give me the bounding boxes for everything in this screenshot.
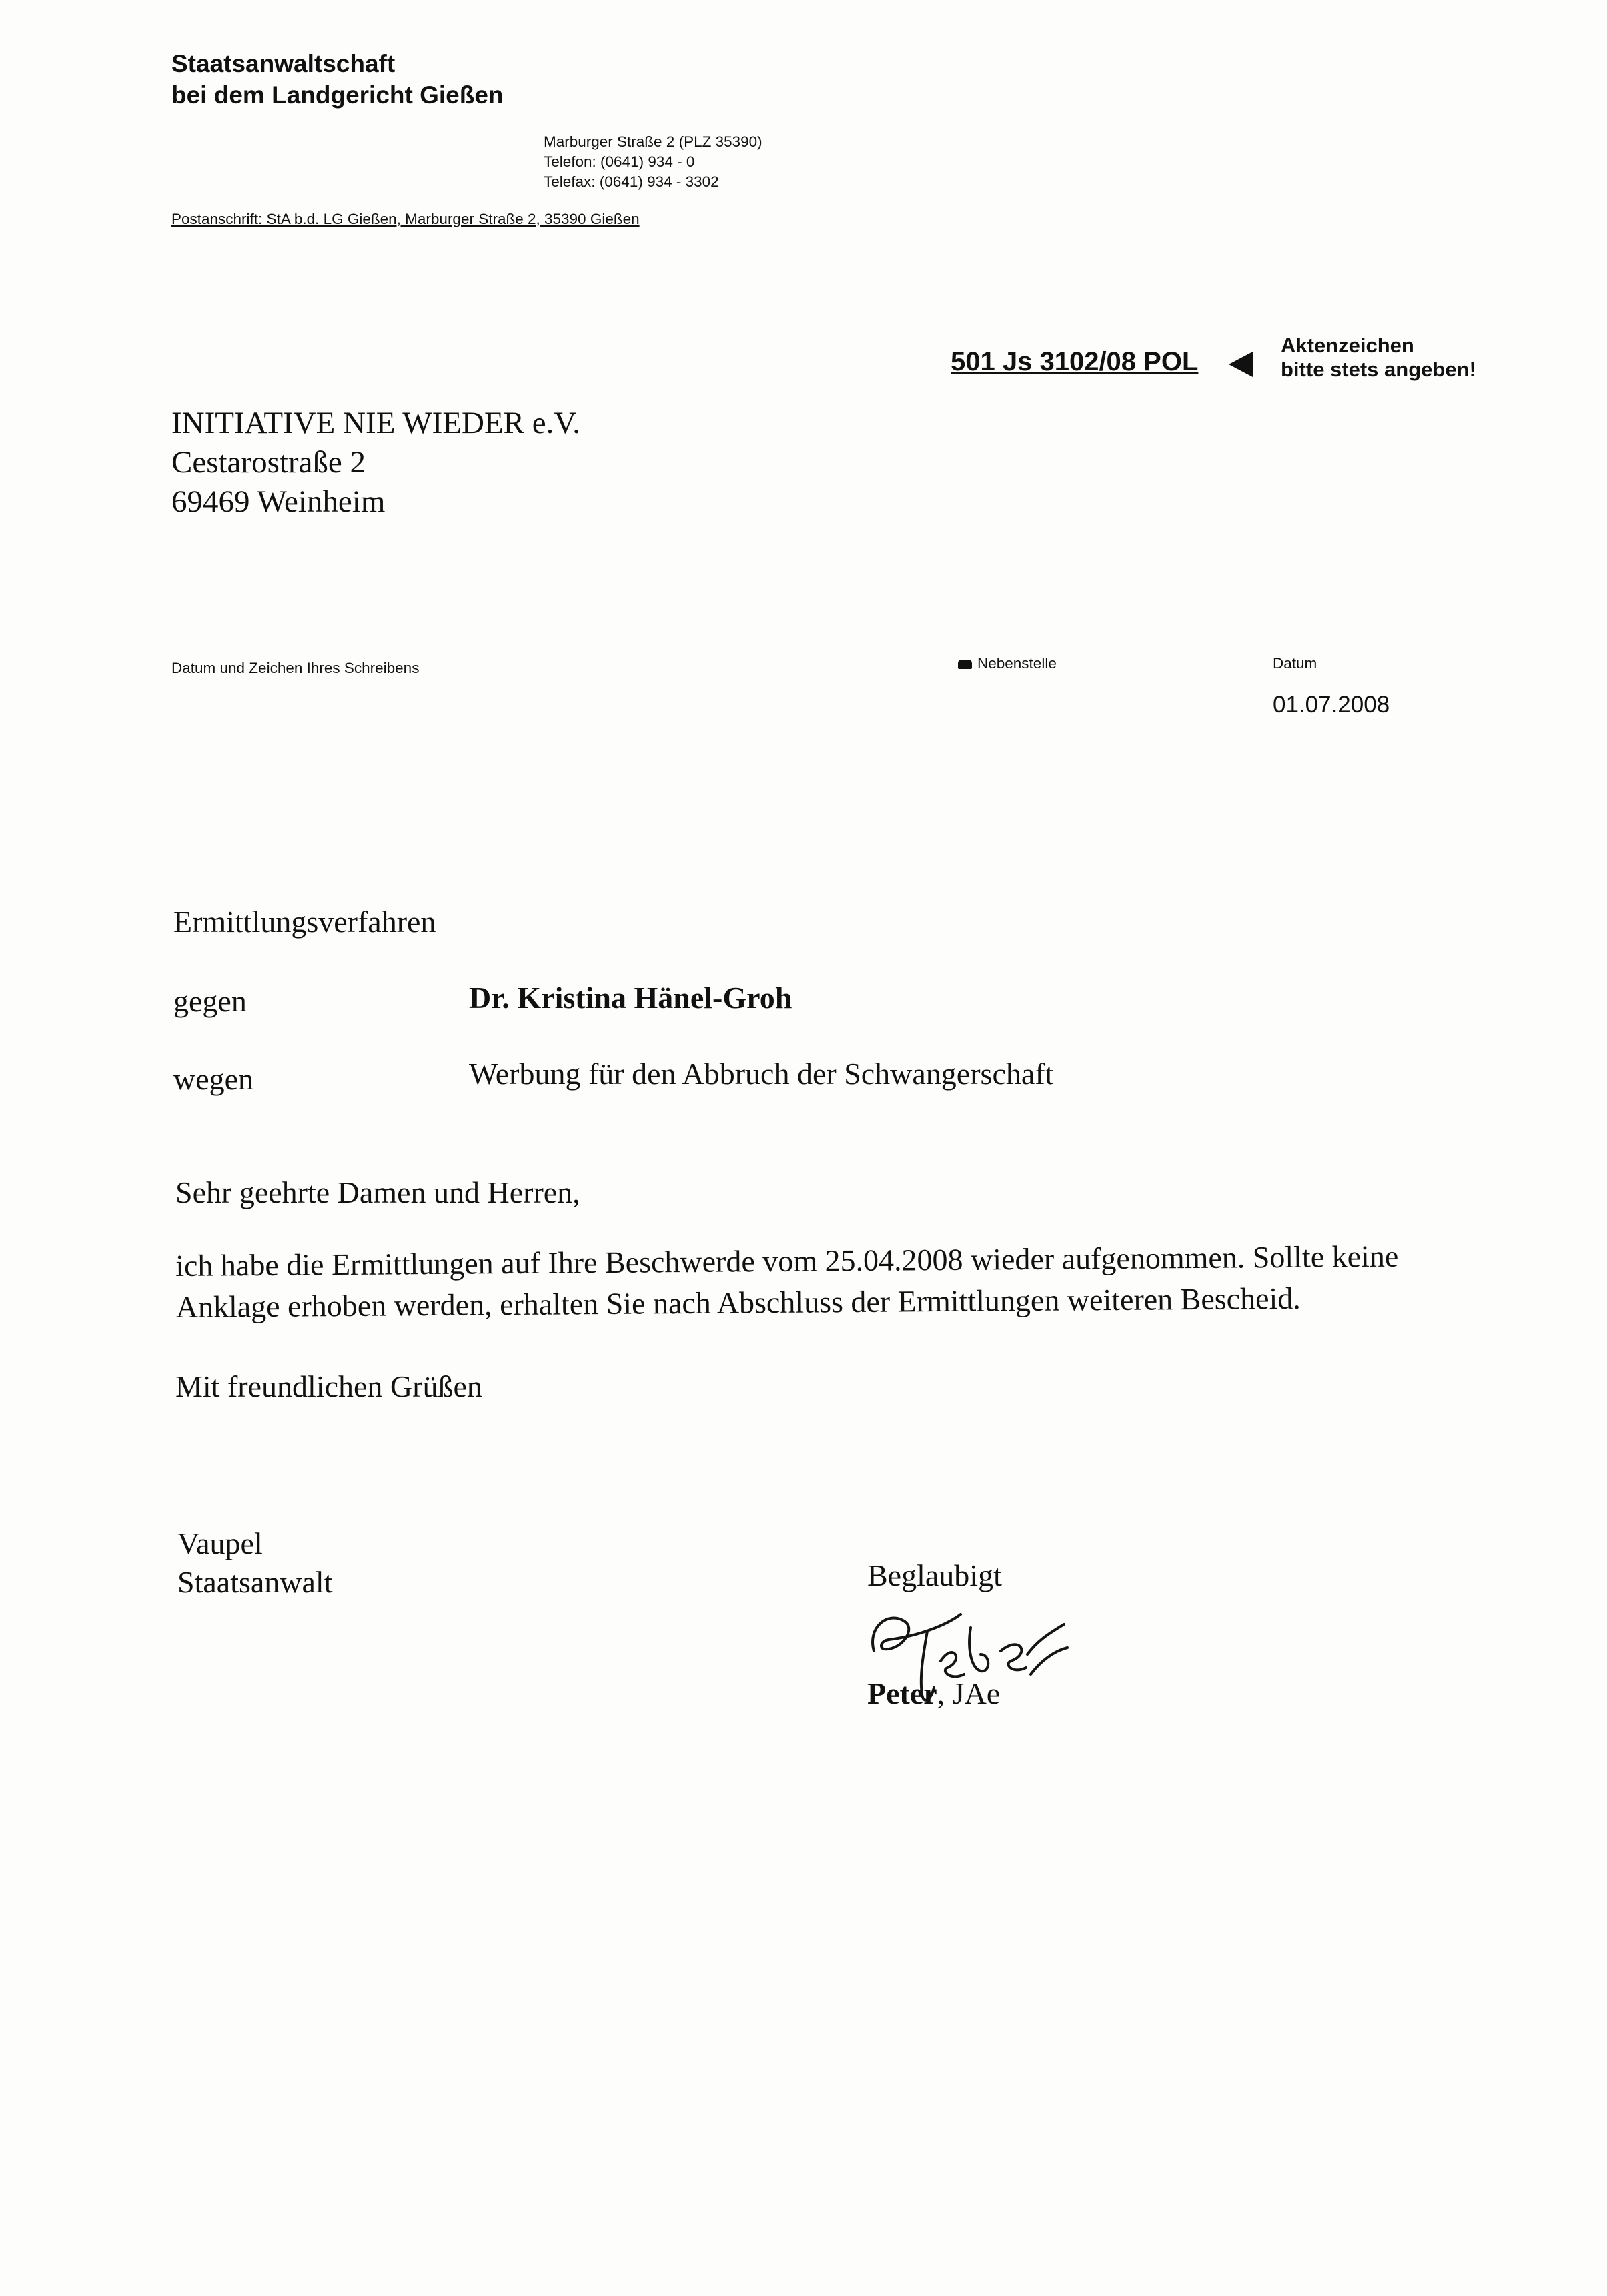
- extension-field: [958, 655, 1057, 672]
- signer-name: Vaupel: [177, 1526, 263, 1560]
- regarding-label: wegen: [173, 1062, 254, 1096]
- closing-phrase: Mit freundlichen Grüßen: [175, 1369, 482, 1403]
- recipient-address: [171, 404, 580, 522]
- certifier-suffix: , JAe: [937, 1676, 1001, 1710]
- office-name-line1: Staatsanwaltschaft: [171, 50, 396, 77]
- signer-title: Staatsanwalt: [177, 1565, 333, 1599]
- body-paragraph-line2: Anklage erhoben werden, erhalten Sie nach Abschluss der Ermittlungen weiteren Bescheid.: [175, 1281, 1301, 1324]
- office-phone: Telefon: (0641) 934 - 0: [544, 153, 695, 170]
- office-name: [171, 48, 504, 111]
- body-paragraph: [175, 1235, 1510, 1328]
- recipient-city: 69469 Weinheim: [171, 484, 386, 519]
- accused-name: Dr. Kristina Hänel-Groh: [469, 981, 792, 1015]
- recipient-name: INITIATIVE NIE WIEDER e.V.: [171, 406, 581, 440]
- charge-description: Werbung für den Abbruch der Schwangerschaft: [469, 1057, 1054, 1091]
- reference-note-line1: Aktenzeichen: [1281, 334, 1414, 357]
- date-label: Datum: [1273, 655, 1317, 672]
- office-name-line2: bei dem Landgericht Gießen: [171, 81, 504, 109]
- file-reference-number: 501 Js 3102/08 POL: [951, 347, 1199, 376]
- extension-label: Nebenstelle: [977, 655, 1057, 672]
- arrow-left-icon: [1229, 352, 1253, 377]
- phone-icon: [958, 660, 972, 669]
- certified-label: Beglaubigt: [867, 1558, 1002, 1592]
- postal-address: Postanschrift: StA b.d. LG Gießen, Marburger Straße 2, 35390 Gießen: [171, 211, 640, 227]
- date-value: 01.07.2008: [1273, 692, 1390, 718]
- salutation: Sehr geehrte Damen und Herren,: [175, 1175, 580, 1209]
- office-address-block: [544, 132, 762, 192]
- against-label: gegen: [173, 984, 247, 1018]
- certifier-name: Peter: [867, 1676, 937, 1710]
- body-paragraph-line1: ich habe die Ermittlungen auf Ihre Beschwerde vom 25.04.2008 wieder aufgenommen. Sollte keine: [175, 1239, 1399, 1283]
- certifier-line: [867, 1676, 1000, 1711]
- signer-block: [177, 1524, 333, 1602]
- office-fax: Telefax: (0641) 934 - 3302: [544, 173, 719, 190]
- reference-note-line2: bitte stets angeben!: [1281, 358, 1476, 381]
- recipient-street: Cestarostraße 2: [171, 445, 366, 480]
- your-reference-label: Datum und Zeichen Ihres Schreibens: [171, 660, 420, 676]
- reference-note: [1281, 334, 1476, 382]
- office-street: Marburger Straße 2 (PLZ 35390): [544, 133, 762, 150]
- subject-heading: Ermittlungsverfahren: [173, 905, 436, 939]
